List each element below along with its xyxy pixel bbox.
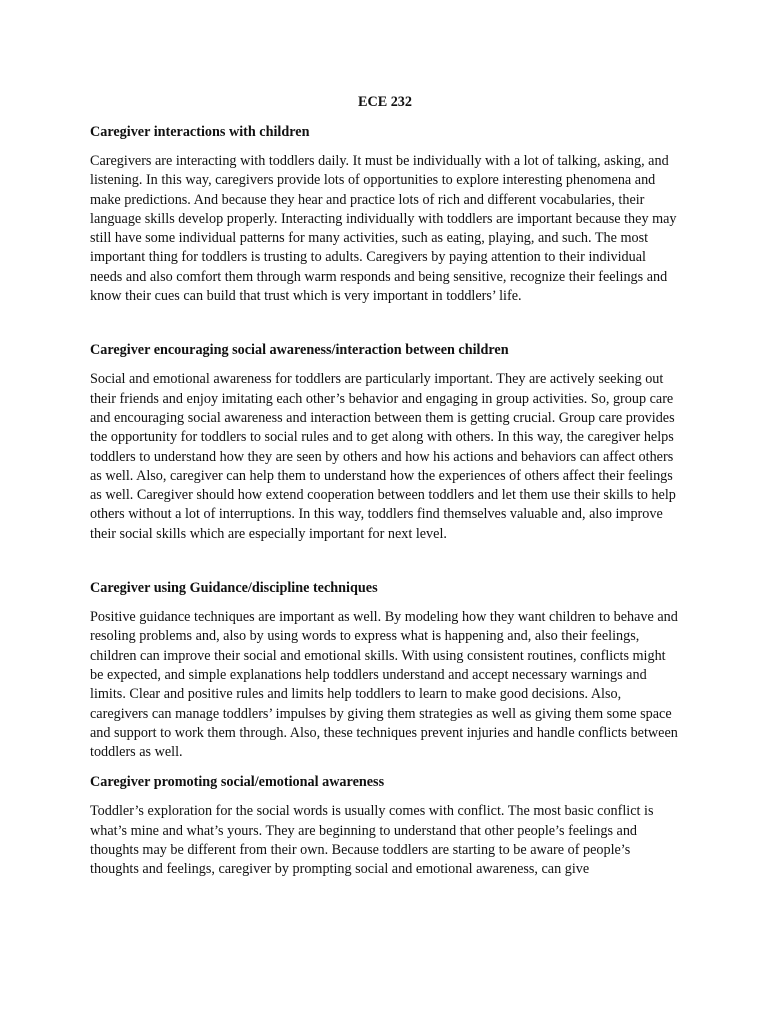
document-page <box>90 92 680 880</box>
section-spacer <box>90 306 680 340</box>
section-spacer <box>90 762 680 772</box>
section-heading-guidance: Caregiver using Guidance/discipline techniques <box>90 580 378 597</box>
section-heading-promoting: Caregiver promoting social/emotional awareness <box>90 774 385 791</box>
section-heading-interactions: Caregiver interactions with children <box>90 124 310 140</box>
document-title: ECE 232 <box>358 94 412 110</box>
section-spacer <box>90 544 680 578</box>
section-body-promoting: Toddler’s exploration for the social words is usually comes with conflict. The most basic conflict is what’s mine and what’s yours. They are beginning to understand that other people’s feelings and thoughts may be different from their own. Because toddlers are starting to be aware of people’s thoughts and feelings, caregiver by prompting social and emotional awareness, can give <box>90 803 654 878</box>
section-body-social-awareness: Social and emotional awareness for toddlers are particularly important. They are actively seeking out their friends and enjoy imitating each other’s behavior and engaging in group activities. So, group care and encouraging social awareness and interaction between them is getting crucial. Group care provides the opportunity for toddlers to social rules and to get along with others. In this way, the caregiver helps toddlers to understand how they are seen by others and how his actions and behaviors can affect others as well. Also, caregiver can help them to understand how the experiences of others affect their feelings as well. Caregiver should how extend cooperation between toddlers and let them use their skills to help others without a lot of interruptions. In this way, toddlers find themselves valuable and, also improve their social skills which are especially important for next level. <box>90 371 676 542</box>
section-body-interactions: Caregivers are interacting with toddlers daily. It must be individually with a lot of talking, asking, and listening. In this way, caregivers provide lots of opportunities to explore interesting phenomena and make predictions. And because they hear and practice lots of rich and different vocabularies, their language skills develop properly. Interacting individually with toddlers are important because they may still have some individual patterns for many activities, such as eating, playing, and such. The most important thing for toddlers is trusting to adults. Caregivers by paying attention to their individual needs and also comfort them through warm responds and being sensitive, recognize their feelings and know their cues can build that trust which is very important in toddlers’ life. <box>90 153 677 305</box>
section-body-guidance: Positive guidance techniques are important as well. By modeling how they want children to behave and resoling problems and, also by using words to express what is happening and, also their feelings, children can improve their social and emotional skills. With using consistent routines, conflicts might be expected, and simple explanations help toddlers understand and accept necessary warnings and limits. Clear and positive rules and limits help toddlers to learn to make good decisions. Also, caregivers can manage toddlers’ impulses by giving them strategies as well as giving them some space and support to work them through. Also, these techniques prevent injuries and handle conflicts between toddlers as well. <box>90 609 678 761</box>
section-heading-social-awareness: Caregiver encouraging social awareness/interaction between children <box>90 342 509 359</box>
